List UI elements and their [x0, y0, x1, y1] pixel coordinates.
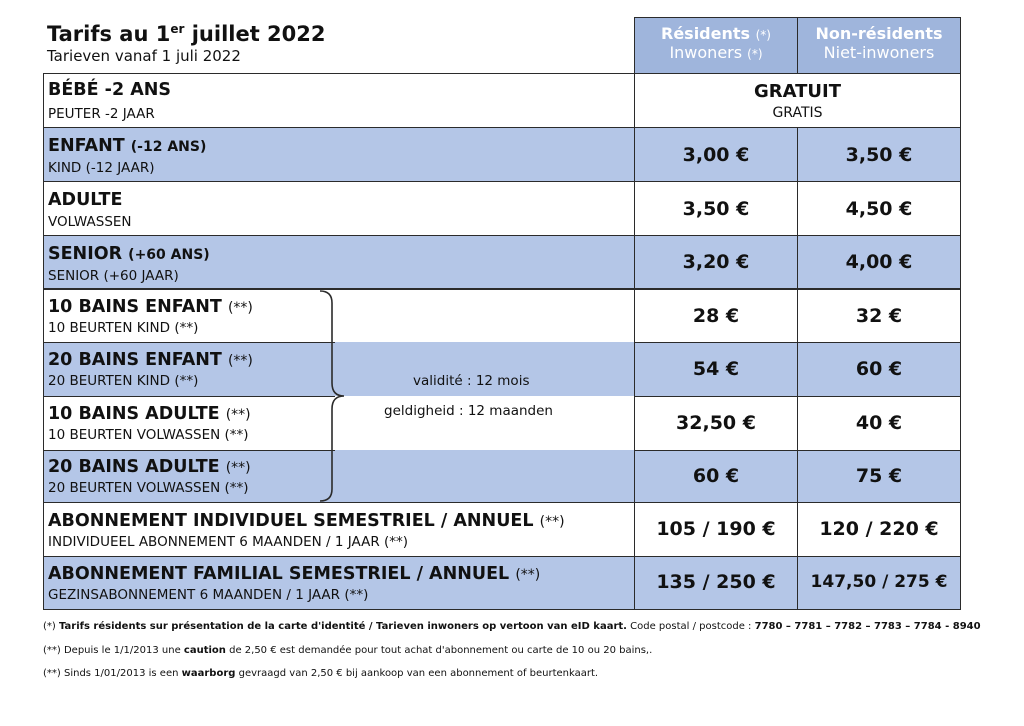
page-title: Tarifs au 1er juillet 2022: [47, 22, 326, 46]
row-price-res-20-bains-enfant: 54 €: [634, 342, 798, 397]
row-label-enfant: ENFANT (-12 ANS) KIND (-12 JAAR): [43, 127, 635, 182]
row-price-free: GRATUIT GRATIS: [634, 73, 961, 128]
validity-brace: [318, 289, 358, 503]
row-label-20-bains-enfant: 20 BAINS ENFANT (**) 20 BEURTEN KIND (**): [43, 342, 335, 397]
row-price-res-10-bains-enfant: 28 €: [634, 289, 798, 343]
row-price-nonres-10-bains-adulte: 40 €: [797, 396, 961, 451]
validity-text-nl: geldigheid : 12 maanden: [384, 403, 553, 419]
row-label-abonnement-familial: ABONNEMENT FAMILIAL SEMESTRIEL / ANNUEL (**) GEZINSABONNEMENT 6 MAANDEN / 1 JAAR (**): [43, 556, 635, 610]
validity-area-blue-2: [334, 450, 634, 502]
row-price-nonres-adulte: 4,50 €: [797, 181, 961, 236]
row-price-res-10-bains-adulte: 32,50 €: [634, 396, 798, 451]
row-price-nonres-abonnement-familial: 147,50 / 275 €: [797, 556, 961, 610]
header-residents: Résidents (*) Inwoners (*): [634, 17, 798, 74]
row-label-adulte: ADULTE VOLWASSEN: [43, 181, 635, 236]
validity-text-fr: validité : 12 mois: [413, 373, 530, 389]
row-price-res-adulte: 3,50 €: [634, 181, 798, 236]
row-label-10-bains-adulte: 10 BAINS ADULTE (**) 10 BEURTEN VOLWASSEN (**): [43, 396, 335, 451]
row-label-20-bains-adulte: 20 BAINS ADULTE (**) 20 BEURTEN VOLWASSEN (**): [43, 450, 335, 503]
row-price-res-enfant: 3,00 €: [634, 127, 798, 182]
row-price-nonres-20-bains-enfant: 60 €: [797, 342, 961, 397]
row-price-nonres-10-bains-enfant: 32 €: [797, 289, 961, 343]
row-label-10-bains-enfant: 10 BAINS ENFANT (**) 10 BEURTEN KIND (**): [43, 289, 335, 343]
footnote-2: (**) Depuis le 1/1/2013 une caution de 2,50 € est demandée pour tout achat d'abonnement ou carte de 10 ou 20 bains,.: [43, 645, 653, 656]
row-label-abonnement-individuel: ABONNEMENT INDIVIDUEL SEMESTRIEL / ANNUEL (**) INDIVIDUEEL ABONNEMENT 6 MAANDEN / 1 JAAR (**): [43, 502, 635, 557]
footnote-1: (*) Tarifs résidents sur présentation de la carte d'identité / Tarieven inwoners op vertoon van eID kaart. Code postal / postcode : 7780 – 7781 – 7782 – 7783 – 7784 - 8940: [43, 621, 981, 632]
title-block: [47, 22, 326, 65]
row-price-res-senior: 3,20 €: [634, 235, 798, 289]
row-price-nonres-abonnement-individuel: 120 / 220 €: [797, 502, 961, 557]
footnote-3: (**) Sinds 1/01/2013 is een waarborg gevraagd van 2,50 € bij aankoop van een abonnement of beurtenkaart.: [43, 668, 599, 679]
row-price-res-20-bains-adulte: 60 €: [634, 450, 798, 503]
row-price-res-abonnement-individuel: 105 / 190 €: [634, 502, 798, 557]
header-nonresidents: Non-résidents Niet-inwoners: [797, 17, 961, 74]
page-subtitle: Tarieven vanaf 1 juli 2022: [47, 47, 241, 65]
row-label-bebe: BÉBÉ -2 ANS PEUTER -2 JAAR: [43, 73, 635, 128]
row-price-res-abonnement-familial: 135 / 250 €: [634, 556, 798, 610]
row-price-nonres-senior: 4,00 €: [797, 235, 961, 289]
validity-area-top: [334, 289, 634, 344]
row-label-senior: SENIOR (+60 ANS) SENIOR (+60 JAAR): [43, 235, 635, 289]
row-price-nonres-enfant: 3,50 €: [797, 127, 961, 182]
row-price-nonres-20-bains-adulte: 75 €: [797, 450, 961, 503]
